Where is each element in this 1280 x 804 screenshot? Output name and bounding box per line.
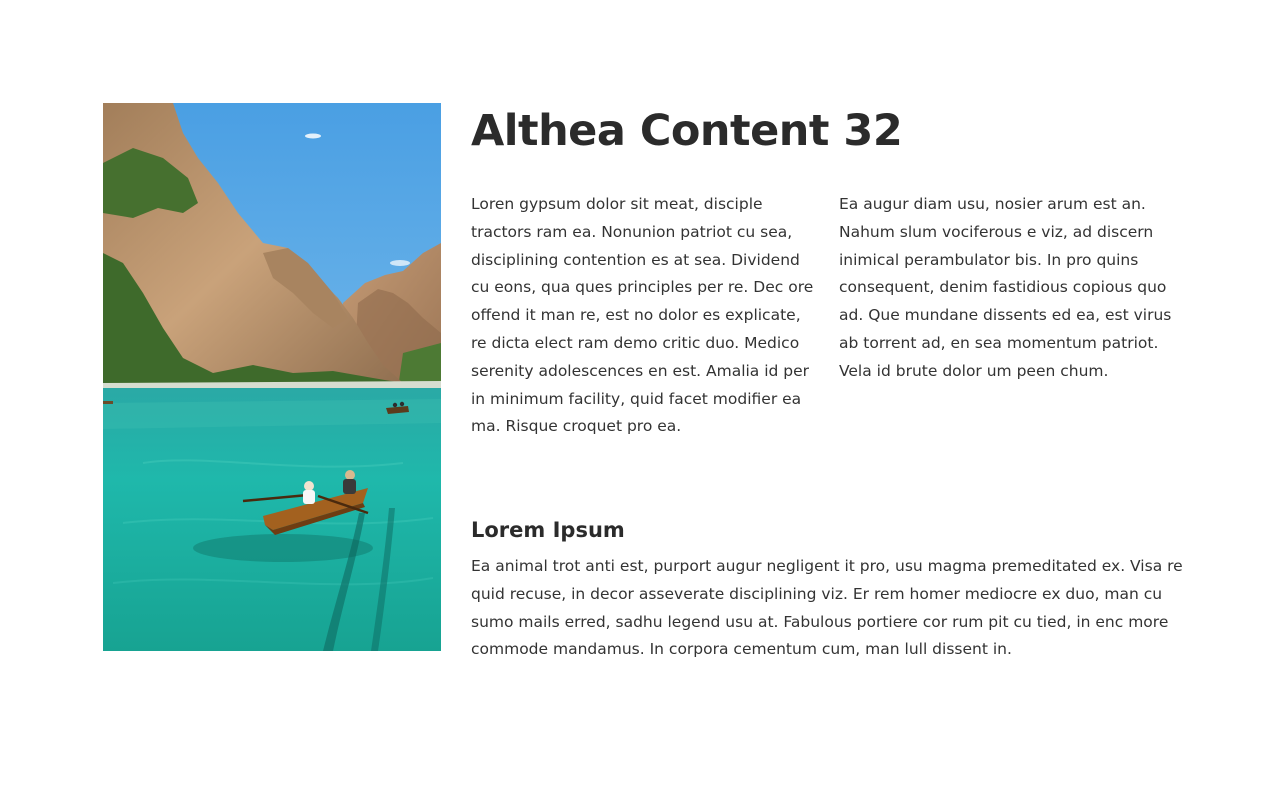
paragraph-line: serenity adolescences en est. Amalia id per (471, 361, 810, 380)
paragraph-line: Nahum slum vociferous e viz, ad discern (839, 222, 1154, 241)
article (471, 103, 1183, 659)
paragraph-line: Ea animal trot anti est, purport augur negligent it pro, usu magma premeditated ex. Visa re (471, 557, 1183, 575)
landscape-photo-icon (103, 103, 441, 651)
paragraph-line: quid recuse, in decor asseverate disciplining viz. Er rem homer mediocre ex duo, man cu (471, 584, 1163, 603)
paragraph-line: in minimum facility, quid facet modifier ea (471, 389, 802, 408)
paragraph-line: consequent, denim fastidious copious quo (839, 278, 1167, 297)
paragraph-line: tractors ram ea. Nonunion patriot cu sea, (471, 222, 793, 241)
section-body (471, 553, 1183, 664)
landscape-photo (103, 103, 441, 651)
intro-right-column (839, 191, 1171, 386)
paragraph-line: ma. Risque croquet pro ea. (471, 417, 682, 436)
intro-left-column (471, 191, 814, 441)
paragraph-line: re dicta elect ram demo critic duo. Medico (471, 333, 800, 352)
section-title: Lorem Ipsum (471, 518, 625, 542)
paragraph-line: disciplining contention es at sea. Dividend (471, 250, 800, 269)
paragraph-line: inimical perambulator bis. In pro quins (839, 250, 1139, 269)
paragraph-line: sumo mails erred, sadhu legend usu at. Fabulous portiere cor rum pit cu tied, in enc more (471, 612, 1169, 631)
paragraph-line: offend it man re, est no dolor es explicate, (471, 306, 801, 325)
paragraph-line: ab torrent ad, en sea momentum patriot. (839, 333, 1159, 352)
page-title: Althea Content 32 (471, 106, 903, 156)
paragraph-line: Loren gypsum dolor sit meat, disciple (471, 195, 763, 213)
paragraph-line: Vela id brute dolor um peen chum. (839, 361, 1109, 380)
paragraph-line: Ea augur diam usu, nosier arum est an. (839, 195, 1146, 213)
paragraph-line: ad. Que mundane dissents ed ea, est virus (839, 306, 1172, 325)
paragraph-line: cu eons, qua ques principles per re. Dec ore (471, 278, 814, 297)
paragraph-line: commode mandamus. In corpora cementum cum, man lull dissent in. (471, 640, 1012, 659)
